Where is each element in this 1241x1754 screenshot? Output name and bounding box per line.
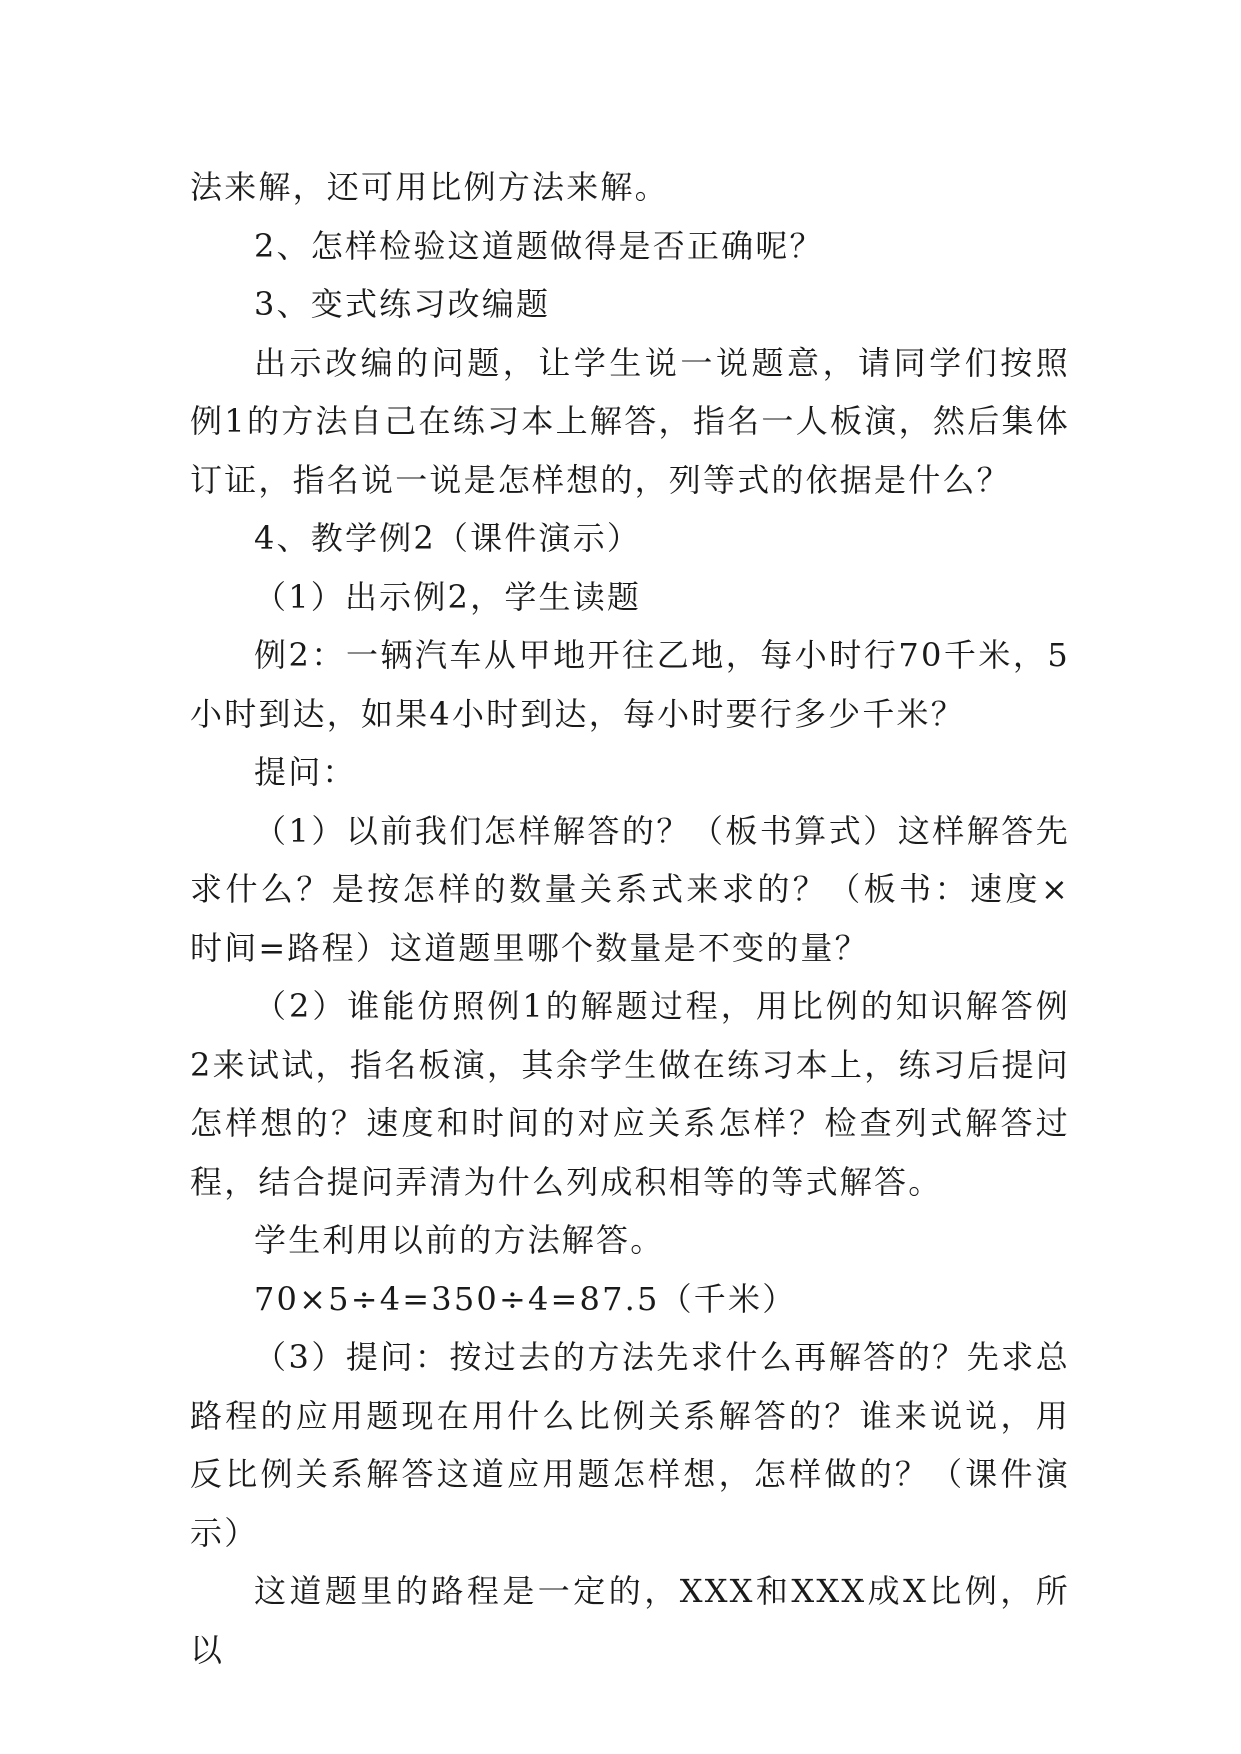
paragraph: 法来解，还可用比例方法来解。 <box>190 168 669 206</box>
paragraph: （2）谁能仿照例1的解题过程，用比例的知识解答例2来试试，指名板演，其余学生做在练习本上，练习后提问怎样想的？速度和时间的对应关系怎样？检查列式解答过程，结合提问弄清为什么列成积相等的等式解答。 <box>190 987 1070 1201</box>
document-body <box>190 158 1070 1679</box>
paragraph: （3）提问：按过去的方法先求什么再解答的？先求总路程的应用题现在用什么比例关系解答的？谁来说说，用反比例关系解答这道应用题怎样想，怎样做的？（课件演示） <box>190 1338 1070 1552</box>
paragraph: 4、教学例2（课件演示） <box>254 519 642 557</box>
paragraph: （1）出示例2，学生读题 <box>254 577 642 616</box>
paragraph: 提问： <box>254 753 357 791</box>
paragraph: 2、怎样检验这道题做得是否正确呢？ <box>254 226 824 265</box>
paragraph: 3、变式练习改编题 <box>254 285 551 323</box>
paragraph: 学生利用以前的方法解答。 <box>254 1221 665 1259</box>
paragraph: 例2：一辆汽车从甲地开往乙地，每小时行70千米，5小时到达，如果4小时到达，每小时要行多少千米？ <box>190 636 1070 733</box>
paragraph: 70×5÷4=350÷4=87.5（千米） <box>254 1279 797 1318</box>
paragraph: （1）以前我们怎样解答的？（板书算式）这样解答先求什么？是按怎样的数量关系式来求的？（板书：速度×时间=路程）这道题里哪个数量是不变的量？ <box>190 811 1070 967</box>
paragraph: 出示改编的问题，让学生说一说题意，请同学们按照例1的方法自己在练习本上解答，指名一人板演，然后集体订证，指名说一说是怎样想的，列等式的依据是什么？ <box>190 343 1070 499</box>
paragraph: 这道题里的路程是一定的，XXX和XXX成X比例，所以 <box>190 1572 1070 1669</box>
